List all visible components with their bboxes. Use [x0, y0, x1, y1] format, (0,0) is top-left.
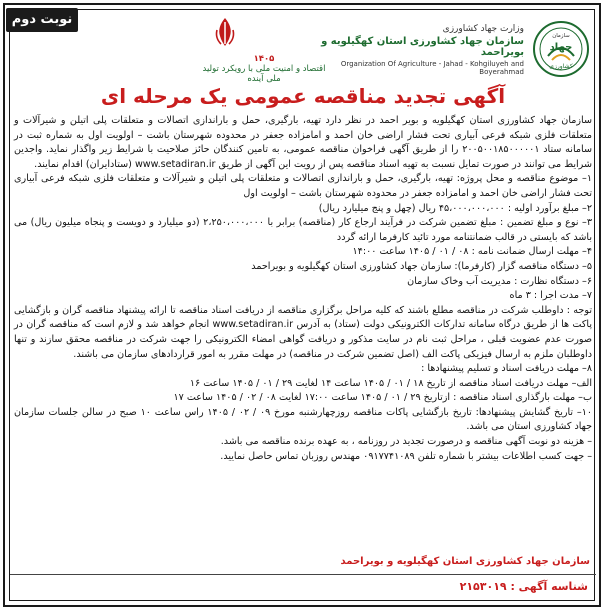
item-subject: ۱– موضوع مناقصه و محل پروژه: تهیه، بارگیری، حمل و باراندازی اتصالات و متعلقات پلی اتیلن و شیرآلات و متعلقات فلزی شبکه فرعی آبیاری تحت فشار اراضی خان احمد و امامزاده جعفر در محدوده شهرستان باشت – اولویت اول — [14, 173, 592, 199]
ad-id: شناسه آگهی : ۲۱۵۳۰۱۹ — [459, 580, 588, 593]
item-deadline-a: الف– مهلت دریافت اسناد مناقصه از تاریخ ۱۸ / ۰۱ / ۱۴۰۵ ساعت ۱۴ لغایت ۲۹ / ۰۱ / ۱۴۰۵ ساعت ۱۶ — [189, 377, 592, 389]
item-cost-note: – هزینه دو نوبت آگهی مناقصه و درصورت تجدید در روزنامه ، به عهده برنده مناقصه می باشد. — [220, 436, 592, 448]
ad-body — [14, 114, 592, 464]
organization-name-en: Organization Of Agriculture - Jahad - Kohgiluyeh and Boyerahmad — [340, 60, 524, 76]
item-guarantee-deadline: ۴– مهلت ارسال ضمانت نامه : ۰۸ / ۰۱ / ۱۴۰۵ ساعت ۱۴:۰۰ — [352, 246, 592, 258]
ministry-name: وزارت جهاد کشاورزی — [442, 24, 524, 34]
item-supervisor: ۶– دستگاه نظارت : مدیریت آب وخاک سازمان — [407, 275, 592, 287]
item-employer: ۵– دستگاه مناقصه گزار (کارفرما): سازمان جهاد کشاورزی استان کهگیلویه و بویراحمد — [251, 260, 592, 272]
item-guarantee: ۳– نوع و مبلغ تضمین : مبلغ تضمین شرکت در فرآیند ارجاع کار (مناقصه) برابر با ۲،۲۵۰،۰۰۰،۰۰۰ (دو میلیارد و دویست و پنجاه میلیون ریال) می باشد که بایستی در قالب ضمانتنامه مورد تائید کارفرما ارائه گردد — [14, 217, 592, 243]
signature: سازمان جهاد کشاورزی استان کهگیلویه و بویراحمد — [340, 556, 590, 567]
item-contact: – جهت کسب اطلاعات بیشتر با شماره تلفن ۰۹۱۷۷۴۱۰۸۹ مهندس روزبان تماس حاصل نمایید. — [220, 450, 592, 462]
item-opening: ۱۰– تاریخ گشایش پیشنهادها: تاریخ بازگشایی پاکات مناقصه روزچهارشنبه مورخ ۰۹ / ۰۲ / ۱۴۰۵ راس ساعت ۱۰ صبح در سالن جلسات سازمان جهاد کشاورزی استان می باشد. — [14, 406, 592, 433]
motto-year: ۱۴۰۵ — [253, 54, 275, 64]
motto-text: اقتصاد و امنیت ملی با رویکرد تولید ملی آینده — [202, 64, 326, 84]
item-estimate: ۲– مبلغ برآورد اولیه : ۴۵،۰۰۰،۰۰۰،۰۰۰ ریال (چهل و پنج میلیارد ریال) — [318, 202, 592, 214]
item-deadline-b: ب– مهلت بارگذاری اسناد مناقصه : ازتاریخ ۲۹ / ۰۱ / ۱۴۰۵ ساعت ۱۷:۰۰ لغایت ۰۸ / ۰۲ / ۱۴۰۵ ساعت ۱۷ — [173, 392, 592, 404]
year-motto — [194, 54, 334, 84]
footer-divider — [10, 574, 596, 575]
logo-text-main: جهاد — [549, 42, 573, 53]
organization-name: سازمان جهاد کشاورزی استان کهگیلویه و بویراحمد — [321, 36, 524, 58]
ad-header — [150, 14, 596, 84]
iran-emblem-icon — [212, 16, 238, 48]
round-badge: نوبت دوم — [6, 8, 78, 32]
logo-text-bottom: کشاورزی — [549, 63, 573, 70]
item-duration: ۷– مدت اجرا : ۳ ماه — [509, 290, 592, 302]
ad-title: آگهی تجدید مناقصه عمومی یک مرحله ای — [100, 84, 506, 108]
jihad-logo-icon — [532, 20, 590, 78]
logo-text-top: سازمان — [552, 33, 570, 39]
item-deadlines-heading: ۸– مهلت دریافت اسناد و تسلیم پیشنهادها : — [421, 363, 592, 375]
intro-paragraph: سازمان جهاد کشاورزی استان کهگیلویه و بویر احمد در نظر دارد تهیه، بارگیری، حمل و باراندازی اتصالات و متعلقات پلی اتیلن و شیرآلات و متعلقات فلزی شبکه فرعی آبیاری تحت فشار اراضی خان احمد و امامزاده جعفر در محدوده شهرستان باشت – اولویت اول به شماره ثبت در سامانه ستاد ۲۰۰۵۰۰۱۸۵۰۰۰۰۰۱ را از طریق آگهی فراخوان مناقصه عمومی، به تامین کنندگان حائز صلاحیت با شرایط زیر واگذار نماید. واجدین شرایط می توانند در صورت تمایل نسبت به تهیه اسناد مناقصه پس از رویت این آگهی از طریق www.setadiran.ir (ستادایران) اقدام نمایند. — [14, 115, 592, 170]
note-paragraph: توجه : داوطلب شرکت در مناقصه مطلع باشند که کلیه مراحل برگزاری مناقصه از دریافت اسناد مناقصه تا ارائه پیشنهاد مناقصه گران و بازگشایی پاکت ها از طریق درگاه سامانه تدارکات الکترونیکی دولت (ستاد) به آدرس www.setadiran.ir انجام خواهد شد و لازم است که مناقصه گران در صورت عدم عضویت قبلی ، مراحل ثبت نام در سایت مذکور و دریافت گواهی امضاء الکترونیکی را جهت شرکت در مناقصه محقق سازند و تنها داوطلبان ملزم به ارسال فیزیکی پاکت الف (اصل تضمین شرکت در مناقصه) در مهلت مقرر به امور قراردادهای سازمان می باشند. — [14, 304, 592, 360]
